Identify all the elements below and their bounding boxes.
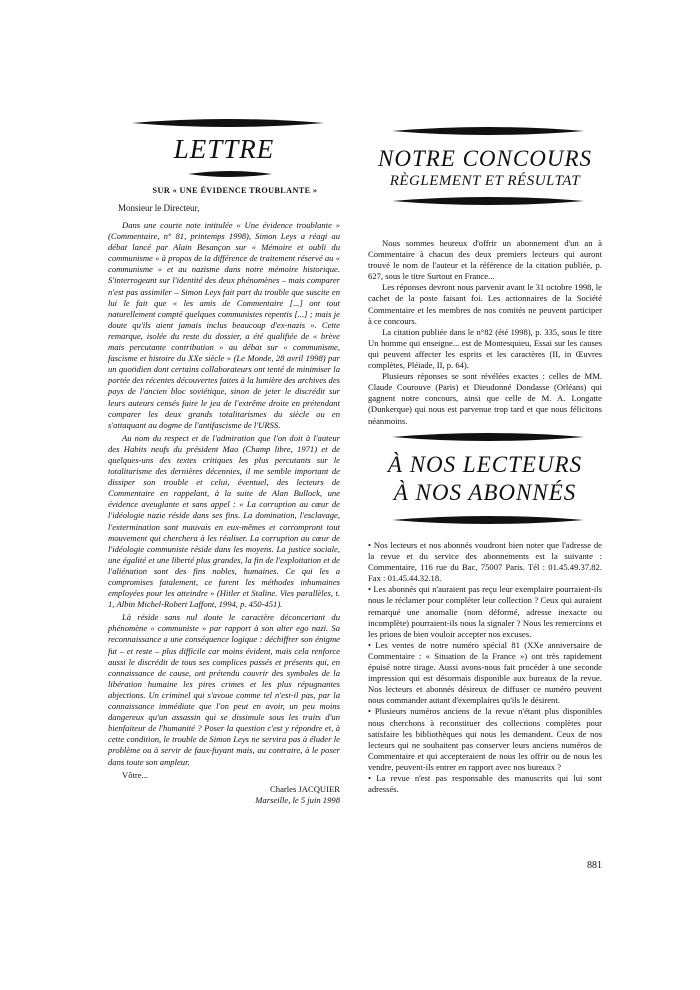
lecteurs-item-5: • La revue n'est pas responsable des manuscrits qui lui sont adressés.: [368, 772, 602, 795]
lettre-salutation: Monsieur le Directeur,: [118, 203, 200, 213]
lecteurs-title-line2: À NOS ABONNÉS: [393, 480, 577, 505]
lettre-paragraph-3: Là réside sans nul doute le caractère déconcertant du phénomène « communiste » par rapport à son alter ego nazi. Sa reconnaissance a une conséquence logique : déchiffrer son énigme fut – et reste – plus difficile car moins évident, mais cela renforce aussi le discrédit de tous ses complices passés et présents qui, en connaissance de cause, ont prétendu couvrir des symboles de la libération humaine les pires crimes et les plus répugnantes abjections. Un criminel qui s'avoue comme tel n'est-il pas, par la connaissance immédiate que l'on peut en avoir, un peu moins dangereux qu'un assassin qui se dissimule sous les traits d'un bienfaiteur de l'humanité ? Poser la question c'est y répondre et, à cette condition, le trouble de Simon Leys ne servira pas à éluder le problème ou à servir de faux-fuyant mais, au contraire, à le poser dans toute son ampleur.: [108, 612, 340, 767]
lecteurs-title-line1: À NOS LECTEURS: [387, 452, 583, 477]
concours-paragraph-4: Plusieurs réponses se sont révélées exactes : celles de MM. Claude Courouve (Paris) et Dieudonné Dondasse (Orléans) qui gagnent notre concours, ainsi que celle de M. A. Longatte (Dunkerque) qui nous est parvenue trop tard et que nous félicitons néanmoins.: [368, 371, 602, 426]
lecteurs-item-4: • Plusieurs numéros anciens de la revue n'étant plus disponibles nous cherchons à reconstituer des collections complètes pour satisfaire les bibliothèques qui nous les demandent. Ceux de nos lecteurs qui ne souhaitent pas conserver leurs anciens numéros de Commentaire et qui accepteraient de nous les offrir ou de nous les vendre, peuvent-ils entrer en rapport avec nos bureaux ?: [368, 706, 602, 772]
lettre-paragraph-1: Dans une courte note intitulée « Une évidence troublante » (Commentaire, n° 81, printemps 1998), Simon Leys a réagi au débat lancé par Alain Besançon sur « Mémoire et oubli du communisme » à propos de la différence de traitement réservé au « communisme » et au nazisme dans notre mémoire historique. S'interrogeant sur l'identité des deux phénomènes – mais comparer n'est pas assimiler – Simon Leys fait part du trouble que suscite en lui le fait que « les amis de Commentaire [...] ont tout naturellement compté quelques communistes repentis [...] ; mais je doute qu'ils aient jamais inclus beaucoup d'ex-nazis ». Cette remarque, isolée du reste du dossier, a été qualifiée de « brève mais percutante contribution » au débat sur « communisme, fascisme et histoire du XXe siècle » (Le Monde, 28 avril 1998) par un quotidien dont certains collaborateurs ont tenté de minimiser la portée des récentes découvertes faites à la lumière des archives des pays de l'ancien bloc soviétique, sinon de jeter le discrédit sur leurs auteurs censés faire le jeu de l'extrême droite en prétendant comparer les deux grands totalitarismes du siècle ou en s'attaquant au dogme de l'antifascisme de l'URSS.: [108, 220, 340, 430]
concours-title: NOTRE CONCOURS: [378, 146, 592, 171]
lecteurs-item-2: • Les abonnés qui n'auraient pas reçu leur exemplaire pourraient-ils nous le réclamer pour compléter leur collection ? Ceux qui auraient remarqué une anomalie (nom déformé, adresse inexacte ou incomplète) pourraient-ils nous la signaler ? Nous les remercions et les prions de bien vouloir accepter nos excuses.: [368, 584, 602, 639]
lecteurs-item-1: • Nos lecteurs et nos abonnés voudront bien noter que l'adresse de la revue et du service des abonnements est la suivante : Commentaire, 116 rue du Bac, 75007 Paris. Tél : 01.45.49.37.82. Fax : 01.45.44.32.18.: [368, 540, 602, 584]
page-number: 881: [587, 860, 602, 871]
lettre-title: LETTRE: [173, 134, 275, 164]
concours-body: [368, 238, 602, 427]
lettre-paragraph-2: Au nom du respect et de l'admiration que l'on doit à l'auteur des Habits neufs du président Mao (Champ libre, 1971) et de quelques-uns des textes critiques les plus percutants sur le totalitarisme des dernières décennies, il me semble important de dissiper son trouble et celui, éventuel, des lecteurs de Commentaire en rappelant, à la suite de Alan Bullock, une évidence aveuglante et sans appel : « La corruption au cœur de l'idéologie nazie réside dans ses fins. La domination, l'esclavage, l'extermination sont mauvais en eux-mêmes et corrompront tout mouvement qui cherchera à les réaliser. La corruption au cœur de l'idéologie communiste réside dans les moyens. La justice sociale, une égalité et une liberté plus grandes, la fin de l'exploitation et de l'aliénation sont des fins nobles, humaines. Ce qui les a compromises fatalement, ce furent les méthodes inhumaines employées pour les atteindre » (Hitler et Staline. Vies parallèles, t. 1, Albin Michel-Robert Laffont, 1994, p. 450-451).: [108, 432, 340, 610]
concours-paragraph-2: Les réponses devront nous parvenir avant le 31 octobre 1998, le cachet de la poste faisant foi. Les actionnaires de la Société Commentaire et les membres de nos comités ne peuvent participer à ce concours.: [368, 282, 602, 326]
lettre-subtitle: SUR « UNE ÉVIDENCE TROUBLANTE »: [152, 186, 318, 195]
lecteurs-body: [368, 540, 602, 795]
lettre-body: [108, 220, 340, 806]
lecteurs-item-3: • Les ventes de notre numéro spécial 81 (XXe anniversaire de Commentaire : « Situation de la France ») ont très rapidement épuisé notre tirage. Aussi avons-nous fait procéder à une seconde impression qui est désormais disponible aux bureaux de la revue. Nos lecteurs et abonnés désireux de diffuser ce numéro peuvent nous commander autant d'exemplaires qu'ils le désirent.: [368, 639, 602, 706]
lettre-closing: Vôtre...: [122, 769, 149, 780]
concours-paragraph-1: Nous sommes heureux d'offrir un abonnement d'un an à Commentaire à chacun des deux premiers lecteurs qui auront trouvé le nom de l'auteur et la référence de la citation publiée, p. 627, sous le titre Surtout en France...: [368, 238, 602, 282]
lettre-place-date: Marseille, le 5 juin 1998: [255, 794, 340, 805]
lettre-signature: Charles JACQUIER: [270, 783, 340, 794]
concours-subtitle: RÈGLEMENT ET RÉSULTAT: [389, 173, 581, 189]
concours-paragraph-3: La citation publiée dans le n°82 (été 1998), p. 335, sous le titre Un homme qui enseigne... est de Montesquieu, Essai sur les causes qui peuvent affecter les esprits et les caractères (II, in Œuvres complètes, Pléiade, II, p. 64).: [368, 326, 602, 371]
